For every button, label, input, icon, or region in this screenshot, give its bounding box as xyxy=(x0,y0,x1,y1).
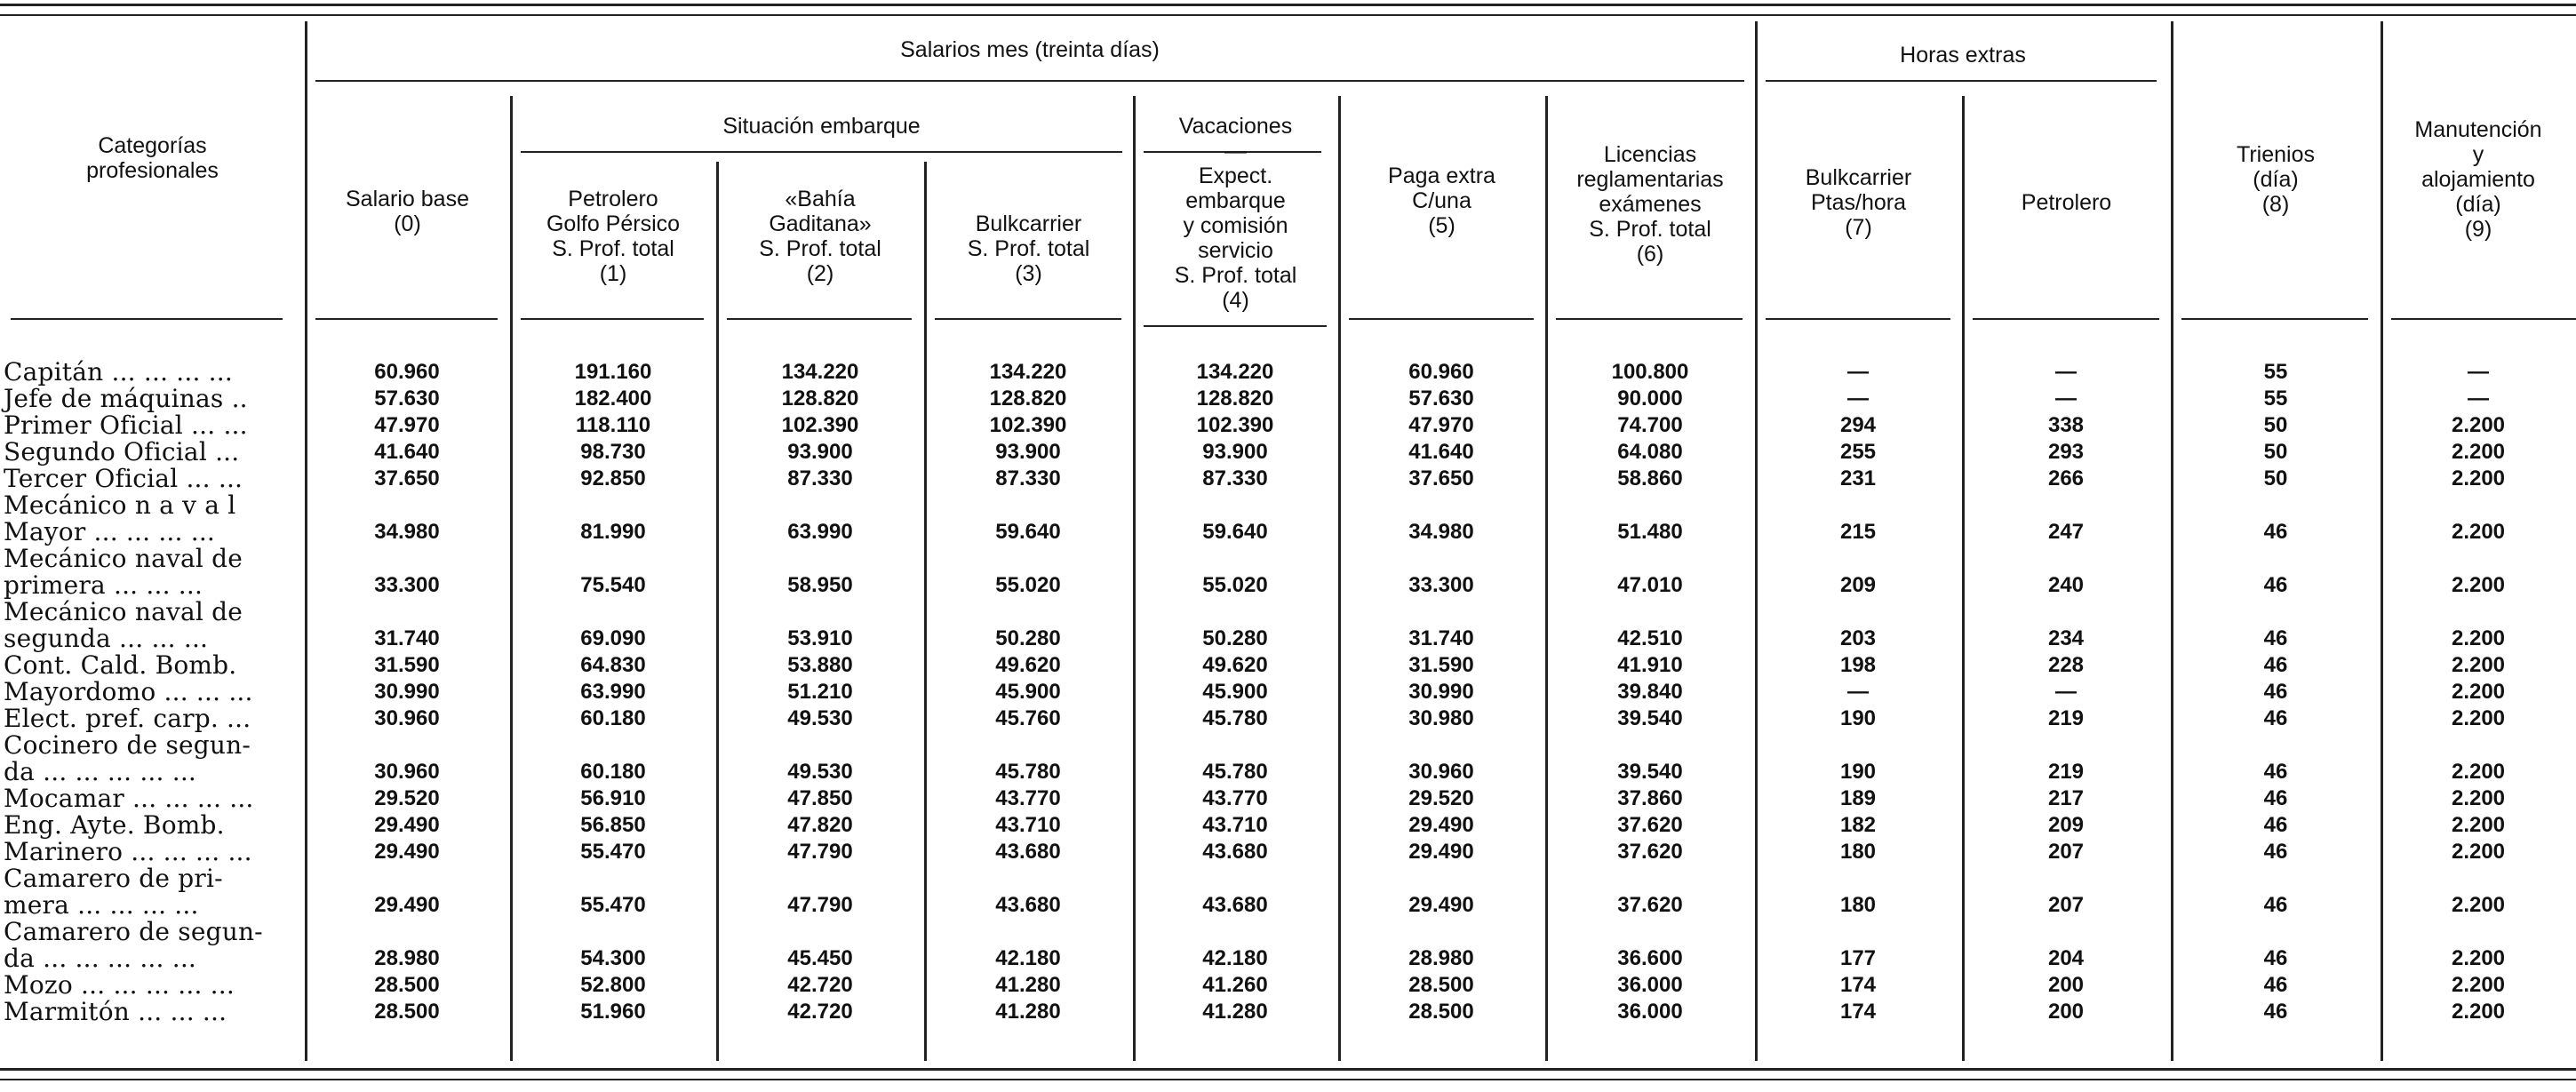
category-line: Jefe de máquinas .. xyxy=(4,384,248,413)
table-cell: 33.300 xyxy=(1408,573,1474,597)
table-cell: 174 xyxy=(1839,1000,1877,1024)
table-cell: 28.500 xyxy=(1408,973,1474,997)
table-cell: 46 xyxy=(2263,680,2288,704)
table-cell: 53.910 xyxy=(787,626,853,650)
table-cell: 45.760 xyxy=(995,706,1061,730)
table-cell: 37.620 xyxy=(1617,893,1683,917)
hdr-underline-1 xyxy=(315,318,498,320)
hdr-underline-8 xyxy=(1766,318,1950,320)
table-cell: 2.200 xyxy=(2451,520,2506,544)
table-cell: 63.990 xyxy=(787,520,853,544)
hdr-underline-10 xyxy=(2181,318,2368,320)
table-cell: 189 xyxy=(1839,786,1877,810)
table-cell: 49.530 xyxy=(787,706,853,730)
table-cell: 54.300 xyxy=(580,946,646,970)
category-line: mera ... ... ... ... xyxy=(4,890,199,920)
bottom-rule xyxy=(0,1068,2576,1071)
col-divider-2 xyxy=(716,162,719,1061)
category-line: Marinero ... ... ... ... xyxy=(4,837,252,866)
table-cell: 75.540 xyxy=(580,573,646,597)
header-bahia-gaditana: «Bahía Gaditana» S. Prof. total (2) xyxy=(759,187,881,286)
table-cell: 46 xyxy=(2263,706,2288,730)
category-cell xyxy=(4,546,243,599)
table-cell: 2.200 xyxy=(2451,466,2506,490)
table-cell: 209 xyxy=(1839,573,1877,597)
table-cell: 43.770 xyxy=(995,786,1061,810)
table-cell: 43.710 xyxy=(995,813,1061,837)
table-cell: 64.830 xyxy=(580,653,646,677)
table-cell: 45.780 xyxy=(995,760,1061,784)
table-cell: 180 xyxy=(1839,893,1877,917)
table-cell: 29.490 xyxy=(374,840,440,864)
table-cell: 134.220 xyxy=(989,360,1067,384)
table-cell: 118.110 xyxy=(575,413,651,437)
table-cell: 43.770 xyxy=(1202,786,1268,810)
table-cell: 34.980 xyxy=(1408,520,1474,544)
table-cell: 37.620 xyxy=(1617,840,1683,864)
table-cell: 31.740 xyxy=(374,626,440,650)
table-cell: 2.200 xyxy=(2451,946,2506,970)
category-line: Mozo ... ... ... ... ... xyxy=(4,970,235,1000)
table-cell: 2.200 xyxy=(2451,813,2506,837)
table-cell: 87.330 xyxy=(1202,466,1268,490)
table-cell: — xyxy=(1847,387,1869,410)
category-line: da ... ... ... ... ... xyxy=(4,757,197,786)
table-cell: 28.500 xyxy=(374,973,440,997)
category-cell xyxy=(4,439,239,466)
table-cell: 49.620 xyxy=(1202,653,1268,677)
table-cell: 87.330 xyxy=(995,466,1061,490)
table-cell: 41.260 xyxy=(1202,973,1268,997)
category-line: Capitán ... ... ... ... xyxy=(4,357,233,387)
table-cell: 98.730 xyxy=(580,440,646,464)
table-cell: 58.950 xyxy=(787,573,853,597)
category-cell xyxy=(4,999,227,1025)
table-cell: 55 xyxy=(2263,360,2288,384)
table-cell: 180 xyxy=(1839,840,1877,864)
table-cell: — xyxy=(1847,680,1869,704)
table-cell: 92.850 xyxy=(580,466,646,490)
table-cell: 57.630 xyxy=(374,387,440,410)
table-cell: 30.960 xyxy=(374,760,440,784)
category-cell xyxy=(4,732,251,785)
rule-salarios xyxy=(315,80,1744,82)
hdr-underline-3 xyxy=(727,318,912,320)
table-cell: 2.200 xyxy=(2451,973,2506,997)
table-cell: 41.280 xyxy=(995,973,1061,997)
col-divider-5 xyxy=(1338,96,1341,1061)
header-salarios-mes: Salarios mes (treinta días) xyxy=(900,37,1160,62)
table-cell: 56.910 xyxy=(580,786,646,810)
table-cell: 2.200 xyxy=(2451,786,2506,810)
table-cell: 33.300 xyxy=(374,573,440,597)
table-cell: 46 xyxy=(2263,520,2288,544)
table-cell: 45.900 xyxy=(1202,680,1268,704)
table-cell: 41.910 xyxy=(1617,653,1683,677)
table-cell: 55.020 xyxy=(1202,573,1268,597)
table-cell: 51.480 xyxy=(1617,520,1683,544)
table-cell: 50 xyxy=(2263,440,2288,464)
category-cell xyxy=(4,839,252,865)
table-cell: 190 xyxy=(1839,760,1877,784)
header-paga-extra: Paga extra C/una (5) xyxy=(1388,163,1495,238)
header-bulkcarrier-ptas: Bulkcarrier Ptas/hora (7) xyxy=(1805,165,1912,240)
table-cell: 30.990 xyxy=(1408,680,1474,704)
table-cell: 219 xyxy=(2047,760,2085,784)
table-cell: 42.720 xyxy=(787,973,853,997)
table-cell: 128.820 xyxy=(1196,387,1274,410)
table-cell: 42.510 xyxy=(1617,626,1683,650)
table-cell: 47.970 xyxy=(1408,413,1474,437)
hdr-underline-4 xyxy=(935,318,1121,320)
table-cell: 2.200 xyxy=(2451,440,2506,464)
table-cell: 234 xyxy=(2047,626,2085,650)
table-cell: 52.800 xyxy=(580,973,646,997)
category-line: Tercer Oficial ... ... xyxy=(4,464,243,493)
table-cell: 59.640 xyxy=(1202,520,1268,544)
hdr-underline-11 xyxy=(2391,318,2576,320)
table-cell: 46 xyxy=(2263,653,2288,677)
table-cell: 55.470 xyxy=(580,840,646,864)
table-cell: 29.490 xyxy=(374,813,440,837)
hdr-underline-5 xyxy=(1144,325,1327,327)
hdr-underline-0 xyxy=(11,318,283,320)
category-line: Mayor ... ... ... ... xyxy=(4,517,216,546)
table-cell: 28.500 xyxy=(1408,1000,1474,1024)
hdr-underline-2 xyxy=(521,318,704,320)
table-cell: 90.000 xyxy=(1617,387,1683,410)
category-line: Marmitón ... ... ... xyxy=(4,997,227,1026)
category-cell xyxy=(4,492,235,546)
table-cell: 49.530 xyxy=(787,760,853,784)
table-cell: 29.490 xyxy=(1408,840,1474,864)
table-cell: 46 xyxy=(2263,893,2288,917)
col-divider-categorias xyxy=(305,21,307,1061)
header-salario-base: Salario base (0) xyxy=(346,187,469,236)
table-cell: 46 xyxy=(2263,626,2288,650)
table-cell: 47.820 xyxy=(787,813,853,837)
table-cell: 37.860 xyxy=(1617,786,1683,810)
table-cell: 207 xyxy=(2047,840,2085,864)
table-cell: 293 xyxy=(2047,440,2085,464)
table-cell: 28.980 xyxy=(374,946,440,970)
table-cell: 102.390 xyxy=(781,413,859,437)
rule-situacion xyxy=(521,151,1122,153)
table-cell: 2.200 xyxy=(2451,413,2506,437)
table-cell: 2.200 xyxy=(2451,573,2506,597)
category-cell xyxy=(4,679,253,705)
table-cell: 215 xyxy=(1839,520,1877,544)
header-categorias: Categorías profesionales xyxy=(86,133,219,183)
table-cell: 41.640 xyxy=(374,440,440,464)
table-cell: 55.470 xyxy=(580,893,646,917)
table-cell: 37.650 xyxy=(1408,466,1474,490)
header-bulkcarrier-prof: Bulkcarrier S. Prof. total (3) xyxy=(967,211,1090,286)
header-vacaciones: Vacaciones — Expect. embarque y comisión servicio S. Prof. total (4) xyxy=(1174,114,1297,313)
table-cell: 42.180 xyxy=(1202,946,1268,970)
category-line: Primer Oficial ... ... xyxy=(4,410,248,440)
table-cell: 31.590 xyxy=(1408,653,1474,677)
table-cell: 30.990 xyxy=(374,680,440,704)
table-cell: 30.980 xyxy=(1408,706,1474,730)
table-cell: 64.080 xyxy=(1617,440,1683,464)
table-cell: 29.490 xyxy=(374,893,440,917)
top-rule-inner xyxy=(0,14,2576,16)
table-cell: 240 xyxy=(2047,573,2085,597)
table-cell: 31.740 xyxy=(1408,626,1474,650)
table-cell: 69.090 xyxy=(580,626,646,650)
category-cell xyxy=(4,386,248,412)
table-cell: 50 xyxy=(2263,466,2288,490)
table-cell: 217 xyxy=(2047,786,2085,810)
table-cell: 2.200 xyxy=(2451,680,2506,704)
table-cell: — xyxy=(2468,387,2489,410)
header-situacion-embarque: Situación embarque xyxy=(722,114,921,139)
table-cell: 45.450 xyxy=(787,946,853,970)
table-cell: 93.900 xyxy=(1202,440,1268,464)
table-cell: 36.600 xyxy=(1617,946,1683,970)
table-cell: 47.850 xyxy=(787,786,853,810)
category-cell xyxy=(4,652,236,679)
table-cell: 228 xyxy=(2047,653,2085,677)
table-cell: — xyxy=(2055,680,2077,704)
table-cell: 56.850 xyxy=(580,813,646,837)
table-cell: 47.790 xyxy=(787,893,853,917)
table-cell: 134.220 xyxy=(1196,360,1274,384)
table-cell: 59.640 xyxy=(995,520,1061,544)
table-cell: 93.900 xyxy=(787,440,853,464)
table-cell: 60.960 xyxy=(1408,360,1474,384)
table-cell: 247 xyxy=(2047,520,2085,544)
col-divider-petrolero xyxy=(1962,96,1965,1061)
table-cell: 219 xyxy=(2047,706,2085,730)
table-cell: 63.990 xyxy=(580,680,646,704)
hdr-underline-7 xyxy=(1556,318,1743,320)
table-cell: 2.200 xyxy=(2451,706,2506,730)
category-line: Segundo Oficial ... xyxy=(4,437,240,466)
table-cell: 2.200 xyxy=(2451,893,2506,917)
category-cell xyxy=(4,359,233,386)
table-cell: 50.280 xyxy=(995,626,1061,650)
category-cell xyxy=(4,972,235,999)
table-cell: 2.200 xyxy=(2451,840,2506,864)
table-cell: 46 xyxy=(2263,813,2288,837)
table-cell: 60.180 xyxy=(580,706,646,730)
category-line: primera ... ... ... xyxy=(4,570,203,600)
table-cell: 43.680 xyxy=(1202,893,1268,917)
table-cell: 29.490 xyxy=(1408,813,1474,837)
table-cell: 51.960 xyxy=(580,1000,646,1024)
table-cell: 200 xyxy=(2047,1000,2085,1024)
table-cell: 174 xyxy=(1839,973,1877,997)
table-cell: 46 xyxy=(2263,973,2288,997)
table-cell: — xyxy=(2468,360,2489,384)
table-cell: 41.640 xyxy=(1408,440,1474,464)
table-cell: 57.630 xyxy=(1408,387,1474,410)
header-petrolero-golfo: Petrolero Golfo Pérsico S. Prof. total (1) xyxy=(546,187,681,286)
table-cell: 43.710 xyxy=(1202,813,1268,837)
category-line: da ... ... ... ... ... xyxy=(4,944,197,973)
table-cell: 47.790 xyxy=(787,840,853,864)
table-cell: 41.280 xyxy=(1202,1000,1268,1024)
table-cell: 81.990 xyxy=(580,520,646,544)
rule-horas xyxy=(1766,80,2157,82)
table-cell: 60.960 xyxy=(374,360,440,384)
table-cell: 29.520 xyxy=(1408,786,1474,810)
table-cell: 41.280 xyxy=(995,1000,1061,1024)
table-cell: 31.590 xyxy=(374,653,440,677)
category-line: Camarero de pri- xyxy=(4,864,223,893)
table-cell: 36.000 xyxy=(1617,1000,1683,1024)
table-cell: 200 xyxy=(2047,973,2085,997)
col-divider-3 xyxy=(924,162,927,1061)
table-cell: 53.880 xyxy=(787,653,853,677)
table-cell: 42.180 xyxy=(995,946,1061,970)
table-cell: 45.780 xyxy=(1202,706,1268,730)
table-cell: 47.970 xyxy=(374,413,440,437)
table-cell: 182 xyxy=(1839,813,1877,837)
table-cell: 46 xyxy=(2263,573,2288,597)
header-manutencion: Manutención y alojamiento (día) (9) xyxy=(2414,117,2542,242)
table-cell: 29.520 xyxy=(374,786,440,810)
hdr-underline-9 xyxy=(1973,318,2159,320)
table-cell: 338 xyxy=(2047,413,2085,437)
table-cell: 190 xyxy=(1839,706,1877,730)
category-line: Cont. Cald. Bomb. xyxy=(4,650,237,680)
hdr-underline-6 xyxy=(1349,318,1534,320)
category-cell xyxy=(4,705,251,732)
table-cell: 134.220 xyxy=(781,360,859,384)
category-cell xyxy=(4,599,243,652)
table-cell: 34.980 xyxy=(374,520,440,544)
bottom-rule-inner xyxy=(0,1079,2576,1080)
table-cell: 2.200 xyxy=(2451,1000,2506,1024)
table-cell: — xyxy=(2055,360,2077,384)
table-cell: 43.680 xyxy=(995,840,1061,864)
category-line: Mecánico n a v a l xyxy=(4,490,236,520)
table-cell: 102.390 xyxy=(989,413,1067,437)
category-line: Eng. Ayte. Bomb. xyxy=(4,810,225,840)
table-cell: 207 xyxy=(2047,893,2085,917)
table-cell: 55.020 xyxy=(995,573,1061,597)
category-cell xyxy=(4,865,223,919)
category-line: Camarero de segun- xyxy=(4,917,263,946)
table-cell: 39.540 xyxy=(1617,706,1683,730)
table-cell: 43.680 xyxy=(1202,840,1268,864)
table-cell: 39.840 xyxy=(1617,680,1683,704)
header-petrolero-horas: Petrolero xyxy=(2021,190,2112,215)
category-cell xyxy=(4,919,263,972)
table-cell: 36.000 xyxy=(1617,973,1683,997)
table-cell: 74.700 xyxy=(1617,413,1683,437)
table-cell: 255 xyxy=(1839,440,1877,464)
table-cell: 231 xyxy=(1839,466,1877,490)
table-cell: 50.280 xyxy=(1202,626,1268,650)
table-cell: 87.330 xyxy=(787,466,853,490)
table-cell: 46 xyxy=(2263,760,2288,784)
table-cell: 45.900 xyxy=(995,680,1061,704)
top-rule xyxy=(0,4,2576,6)
table-cell: 47.010 xyxy=(1617,573,1683,597)
table-cell: 2.200 xyxy=(2451,760,2506,784)
table-cell: 28.500 xyxy=(374,1000,440,1024)
table-cell: 39.540 xyxy=(1617,760,1683,784)
table-cell: 46 xyxy=(2263,840,2288,864)
table-cell: — xyxy=(1847,360,1869,384)
table-cell: — xyxy=(2055,387,2077,410)
category-line: Mecánico naval de xyxy=(4,597,243,626)
table-cell: 209 xyxy=(2047,813,2085,837)
table-cell: 46 xyxy=(2263,786,2288,810)
table-cell: 37.620 xyxy=(1617,813,1683,837)
table-cell: 58.860 xyxy=(1617,466,1683,490)
table-cell: 128.820 xyxy=(989,387,1067,410)
table-cell: 30.960 xyxy=(1408,760,1474,784)
table-cell: 50 xyxy=(2263,413,2288,437)
table-cell: 198 xyxy=(1839,653,1877,677)
header-horas-extras: Horas extras xyxy=(1900,43,2026,68)
header-licencias: Licencias reglamentarias exámenes S. Prof. total (6) xyxy=(1576,142,1724,267)
category-cell xyxy=(4,466,243,492)
table-cell: 29.490 xyxy=(1408,893,1474,917)
table-cell: 203 xyxy=(1839,626,1877,650)
table-cell: 55 xyxy=(2263,387,2288,410)
table-cell: 46 xyxy=(2263,946,2288,970)
category-line: Mecánico naval de xyxy=(4,544,243,573)
table-cell: 51.210 xyxy=(787,680,853,704)
category-line: Cocinero de segun- xyxy=(4,730,251,760)
table-cell: 2.200 xyxy=(2451,626,2506,650)
table-cell: 102.390 xyxy=(1196,413,1274,437)
table-cell: 60.180 xyxy=(580,760,646,784)
table-cell: 2.200 xyxy=(2451,653,2506,677)
table-cell: 182.400 xyxy=(574,387,652,410)
table-cell: 177 xyxy=(1839,946,1877,970)
table-cell: 37.650 xyxy=(374,466,440,490)
category-line: Elect. pref. carp. ... xyxy=(4,704,251,733)
table-cell: 28.980 xyxy=(1408,946,1474,970)
table-cell: 100.800 xyxy=(1611,360,1689,384)
table-cell: 204 xyxy=(2047,946,2085,970)
table-cell: 43.680 xyxy=(995,893,1061,917)
table-cell: 45.780 xyxy=(1202,760,1268,784)
header-trienios: Trienios (día) (8) xyxy=(2237,142,2315,217)
table-cell: 49.620 xyxy=(995,653,1061,677)
table-cell: 128.820 xyxy=(781,387,859,410)
category-cell xyxy=(4,812,225,839)
table-cell: 93.900 xyxy=(995,440,1061,464)
category-cell xyxy=(4,785,254,812)
category-line: Mocamar ... ... ... ... xyxy=(4,784,254,813)
category-cell xyxy=(4,412,248,439)
table-cell: 266 xyxy=(2047,466,2085,490)
table-cell: 294 xyxy=(1839,413,1877,437)
category-line: Mayordomo ... ... ... xyxy=(4,677,253,706)
table-cell: 46 xyxy=(2263,1000,2288,1024)
table-cell: 42.720 xyxy=(787,1000,853,1024)
table-cell: 191.160 xyxy=(574,360,652,384)
table-cell: 30.960 xyxy=(374,706,440,730)
category-line: segunda ... ... ... xyxy=(4,624,209,653)
